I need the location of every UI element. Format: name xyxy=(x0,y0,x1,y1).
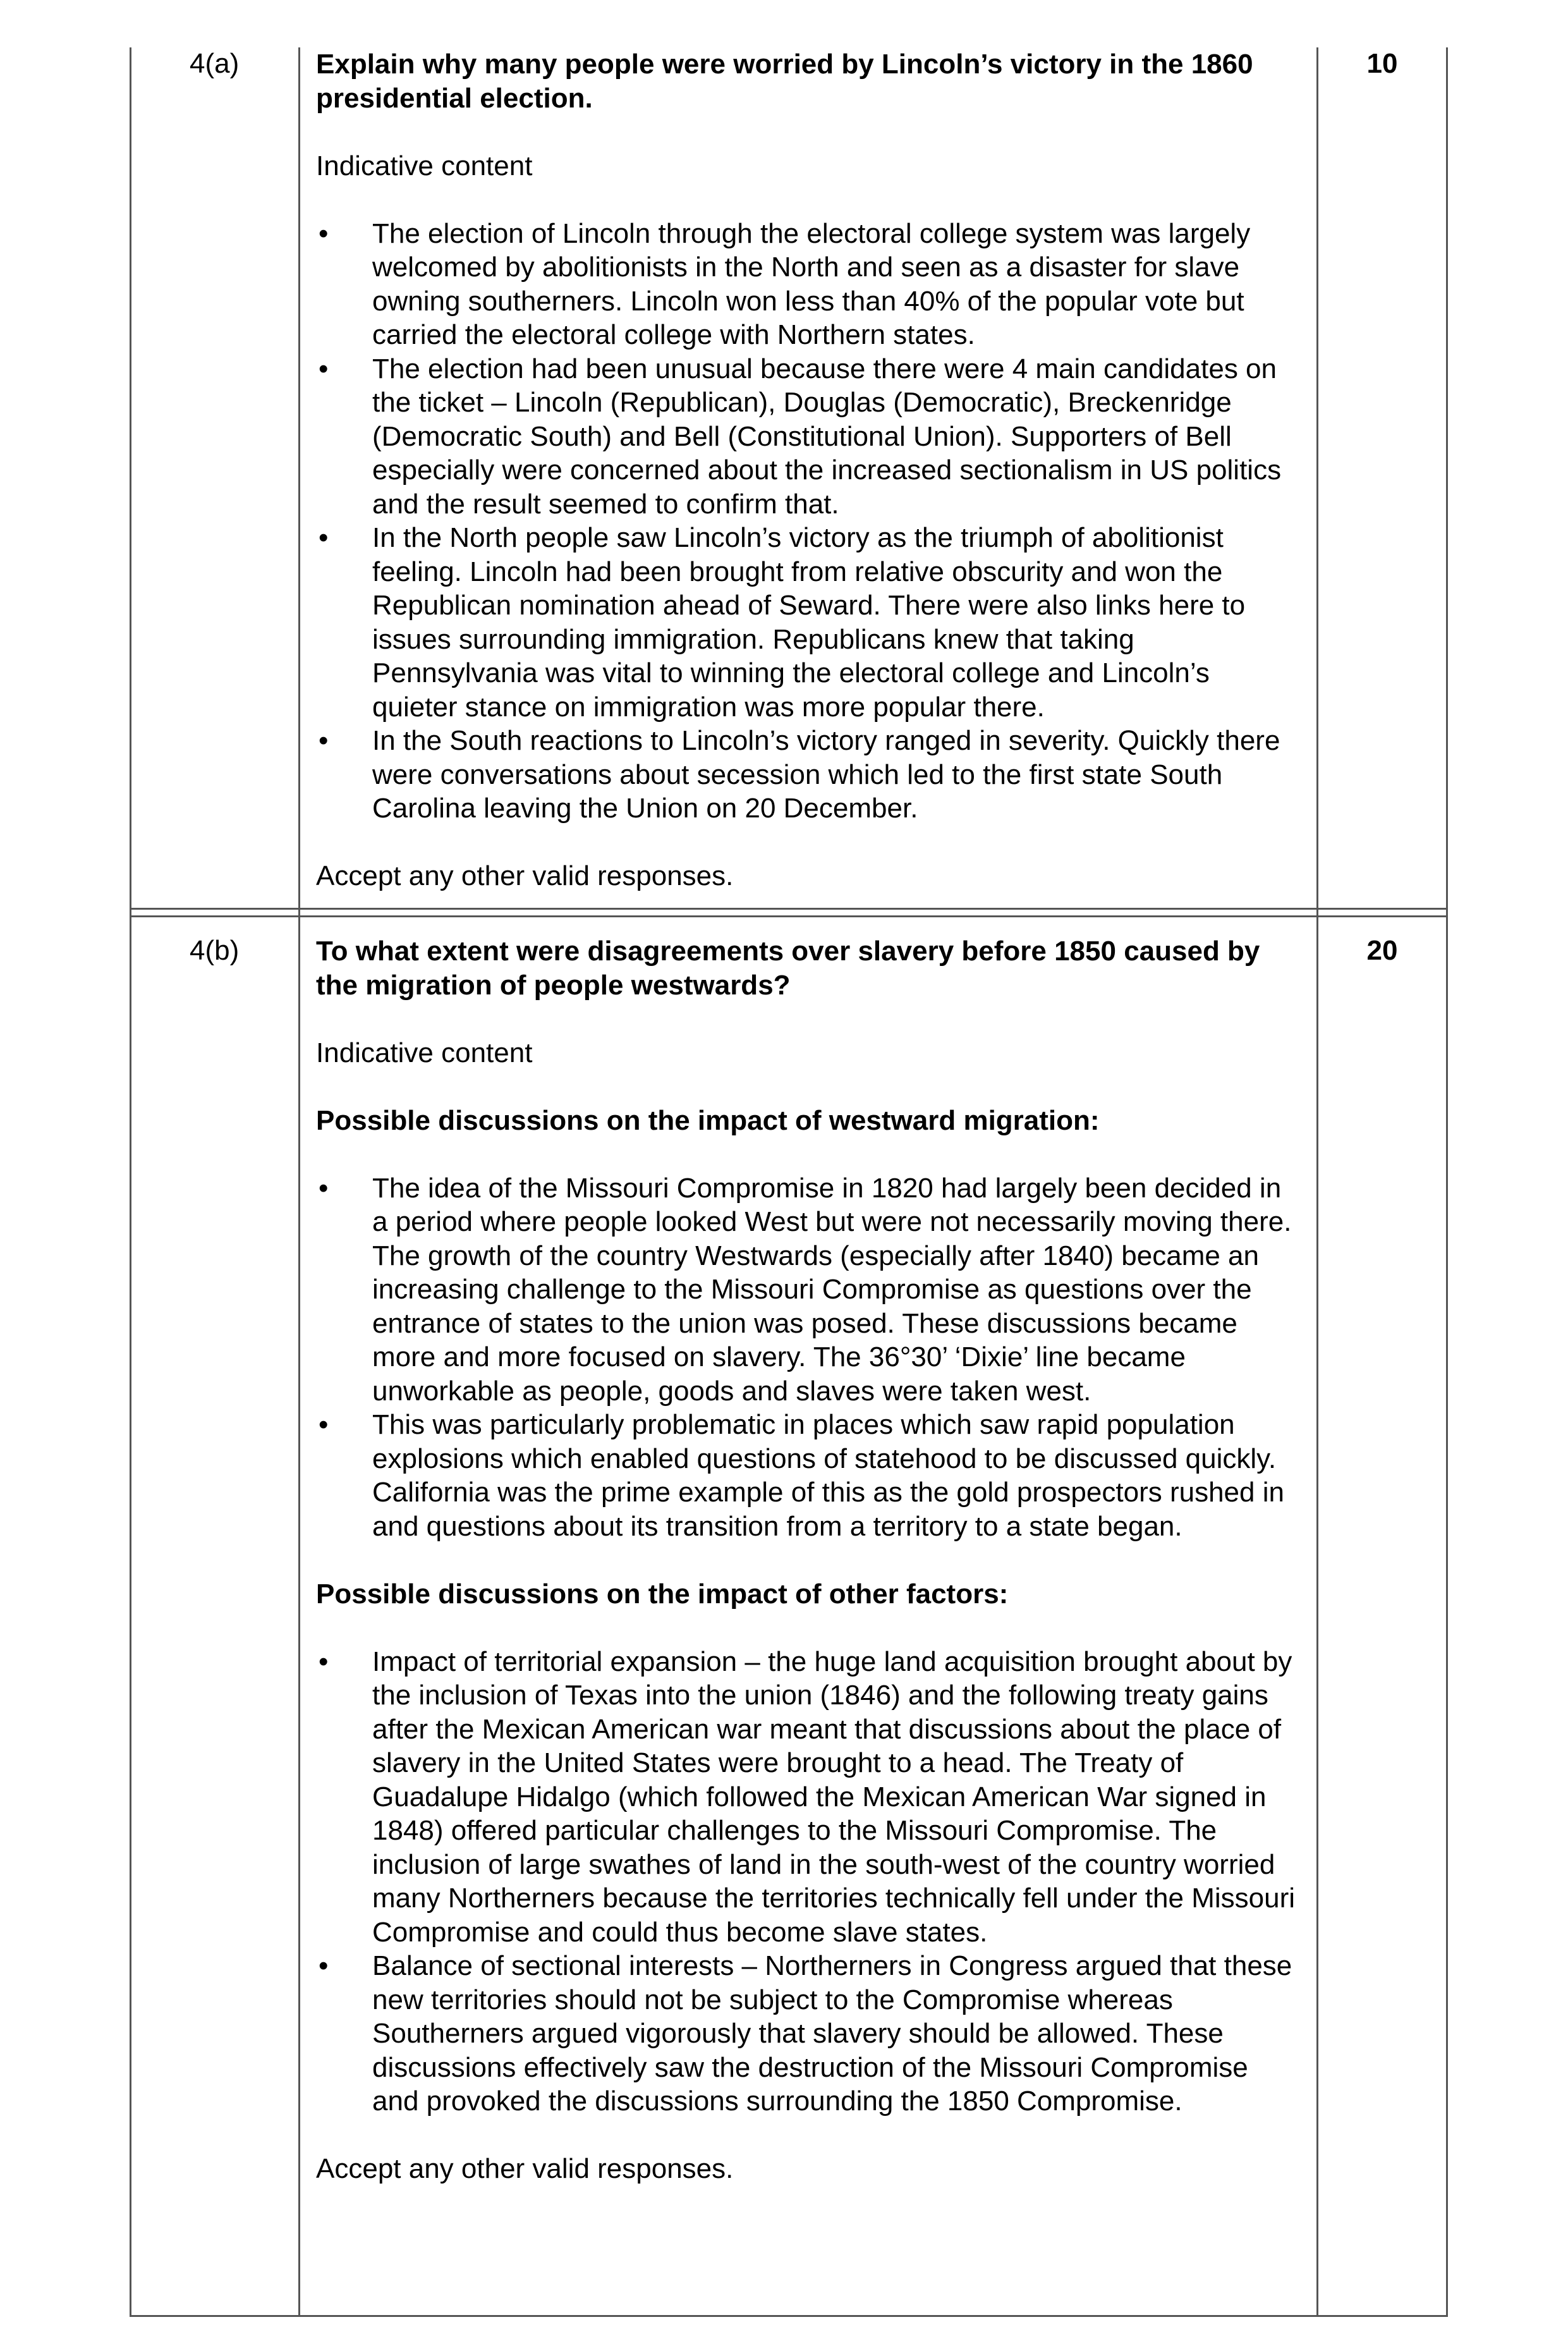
question-text: Explain why many people were worried by Lincoln’s victory in the 1860 presidential election. xyxy=(316,49,1253,114)
section-heading: Possible discussions on the impact of other factors: xyxy=(316,1578,1009,1610)
bullet-list xyxy=(316,1171,1302,1544)
list-item: • The election of Lincoln through the electoral college system was largely welcomed by abolitionists in the North and seen as a disaster for slave owning southerners. Lincoln won less than 40% of the popular vote but carried the electoral college with Northern states. xyxy=(316,217,1302,352)
list-item: • Balance of sectional interests – Northerners in Congress argued that these new territories should not be subject to the Compromise whereas Southerners argued vigorously that slavery should be allowed. These discussions effectively saw the destruction of the Missouri Compromise and provoked the discussions surrounding the 1850 Compromise. xyxy=(316,1949,1302,2118)
list-item: • In the South reactions to Lincoln’s victory ranged in severity. Quickly there were conversations about secession which led to the first state South Carolina leaving the Union on 20 December. xyxy=(316,724,1302,826)
closing-note: Accept any other valid responses. xyxy=(316,2153,734,2184)
list-item: • The idea of the Missouri Compromise in 1820 had largely been decided in a period where people looked West but were not necessarily moving there. The growth of the country Westwards (especially after 1840) became an increasing challenge to the Missouri Compromise as questions over the entrance of states to the union was posed. These discussions became more and more focused on slavery. The 36°30’ ‘Dixie’ line became unworkable as people, goods and slaves were taken west. xyxy=(316,1171,1302,1408)
list-item: • In the North people saw Lincoln’s victory as the triumph of abolitionist feeling. Lincoln had been brought from relative obscurity and won the Republican nomination ahead of Seward. There were also links here to issues surrounding immigration. Republicans knew that taking Pennsylvania was vital to winning the electoral college and Lincoln’s quieter stance on immigration was more popular there. xyxy=(316,521,1302,724)
closing-note: Accept any other valid responses. xyxy=(316,860,734,891)
table-col-divider-2 xyxy=(1316,47,1318,2317)
list-item: • The election had been unusual because there were 4 main candidates on the ticket – Lincoln (Republican), Douglas (Democratic), Breckenridge (Democratic South) and Bell (Constitutional Union). Supporters of Bell especially were concerned about the increased sectionalism in US politics and the result seemed to confirm that. xyxy=(316,352,1302,522)
bullet-list xyxy=(316,217,1302,826)
table-left-border xyxy=(130,47,131,2317)
indicative-content-label: Indicative content xyxy=(316,1037,533,1068)
bullet-list xyxy=(316,1645,1302,2118)
table-bottom-border xyxy=(130,2315,1448,2317)
table-col-divider-1 xyxy=(298,47,300,2317)
marks-value: 20 xyxy=(1366,935,1398,966)
answer-content-4b xyxy=(316,934,1302,2186)
marks-value: 10 xyxy=(1366,48,1398,79)
indicative-content-label: Indicative content xyxy=(316,150,533,181)
answer-content-4a xyxy=(316,47,1302,893)
row-separator-bottom xyxy=(130,915,1448,917)
section-heading: Possible discussions on the impact of westward migration: xyxy=(316,1104,1100,1136)
table-right-border xyxy=(1446,47,1448,2317)
question-text: To what extent were disagreements over slavery before 1850 caused by the migration of people westwards? xyxy=(316,936,1260,1001)
list-item: • This was particularly problematic in places which saw rapid population explosions which enabled questions of statehood to be discussed quickly. California was the prime example of this as the gold prospectors rushed in and questions about its transition from a territory to a state began. xyxy=(316,1408,1302,1543)
list-item: • Impact of territorial expansion – the huge land acquisition brought about by the inclusion of Texas into the union (1846) and the following treaty gains after the Mexican American war meant that discussions about the place of slavery in the United States were brought to a head. The Treaty of Guadalupe Hidalgo (which followed the Mexican American War signed in 1848) offered particular challenges to the Missouri Compromise. The inclusion of large swathes of land in the south-west of the country worried many Northerners because the territories technically fell under the Missouri Compromise and could thus become slave states. xyxy=(316,1645,1302,1950)
question-number: 4(b) xyxy=(190,935,240,966)
row-separator-top xyxy=(130,908,1448,910)
question-number: 4(a) xyxy=(190,48,240,79)
